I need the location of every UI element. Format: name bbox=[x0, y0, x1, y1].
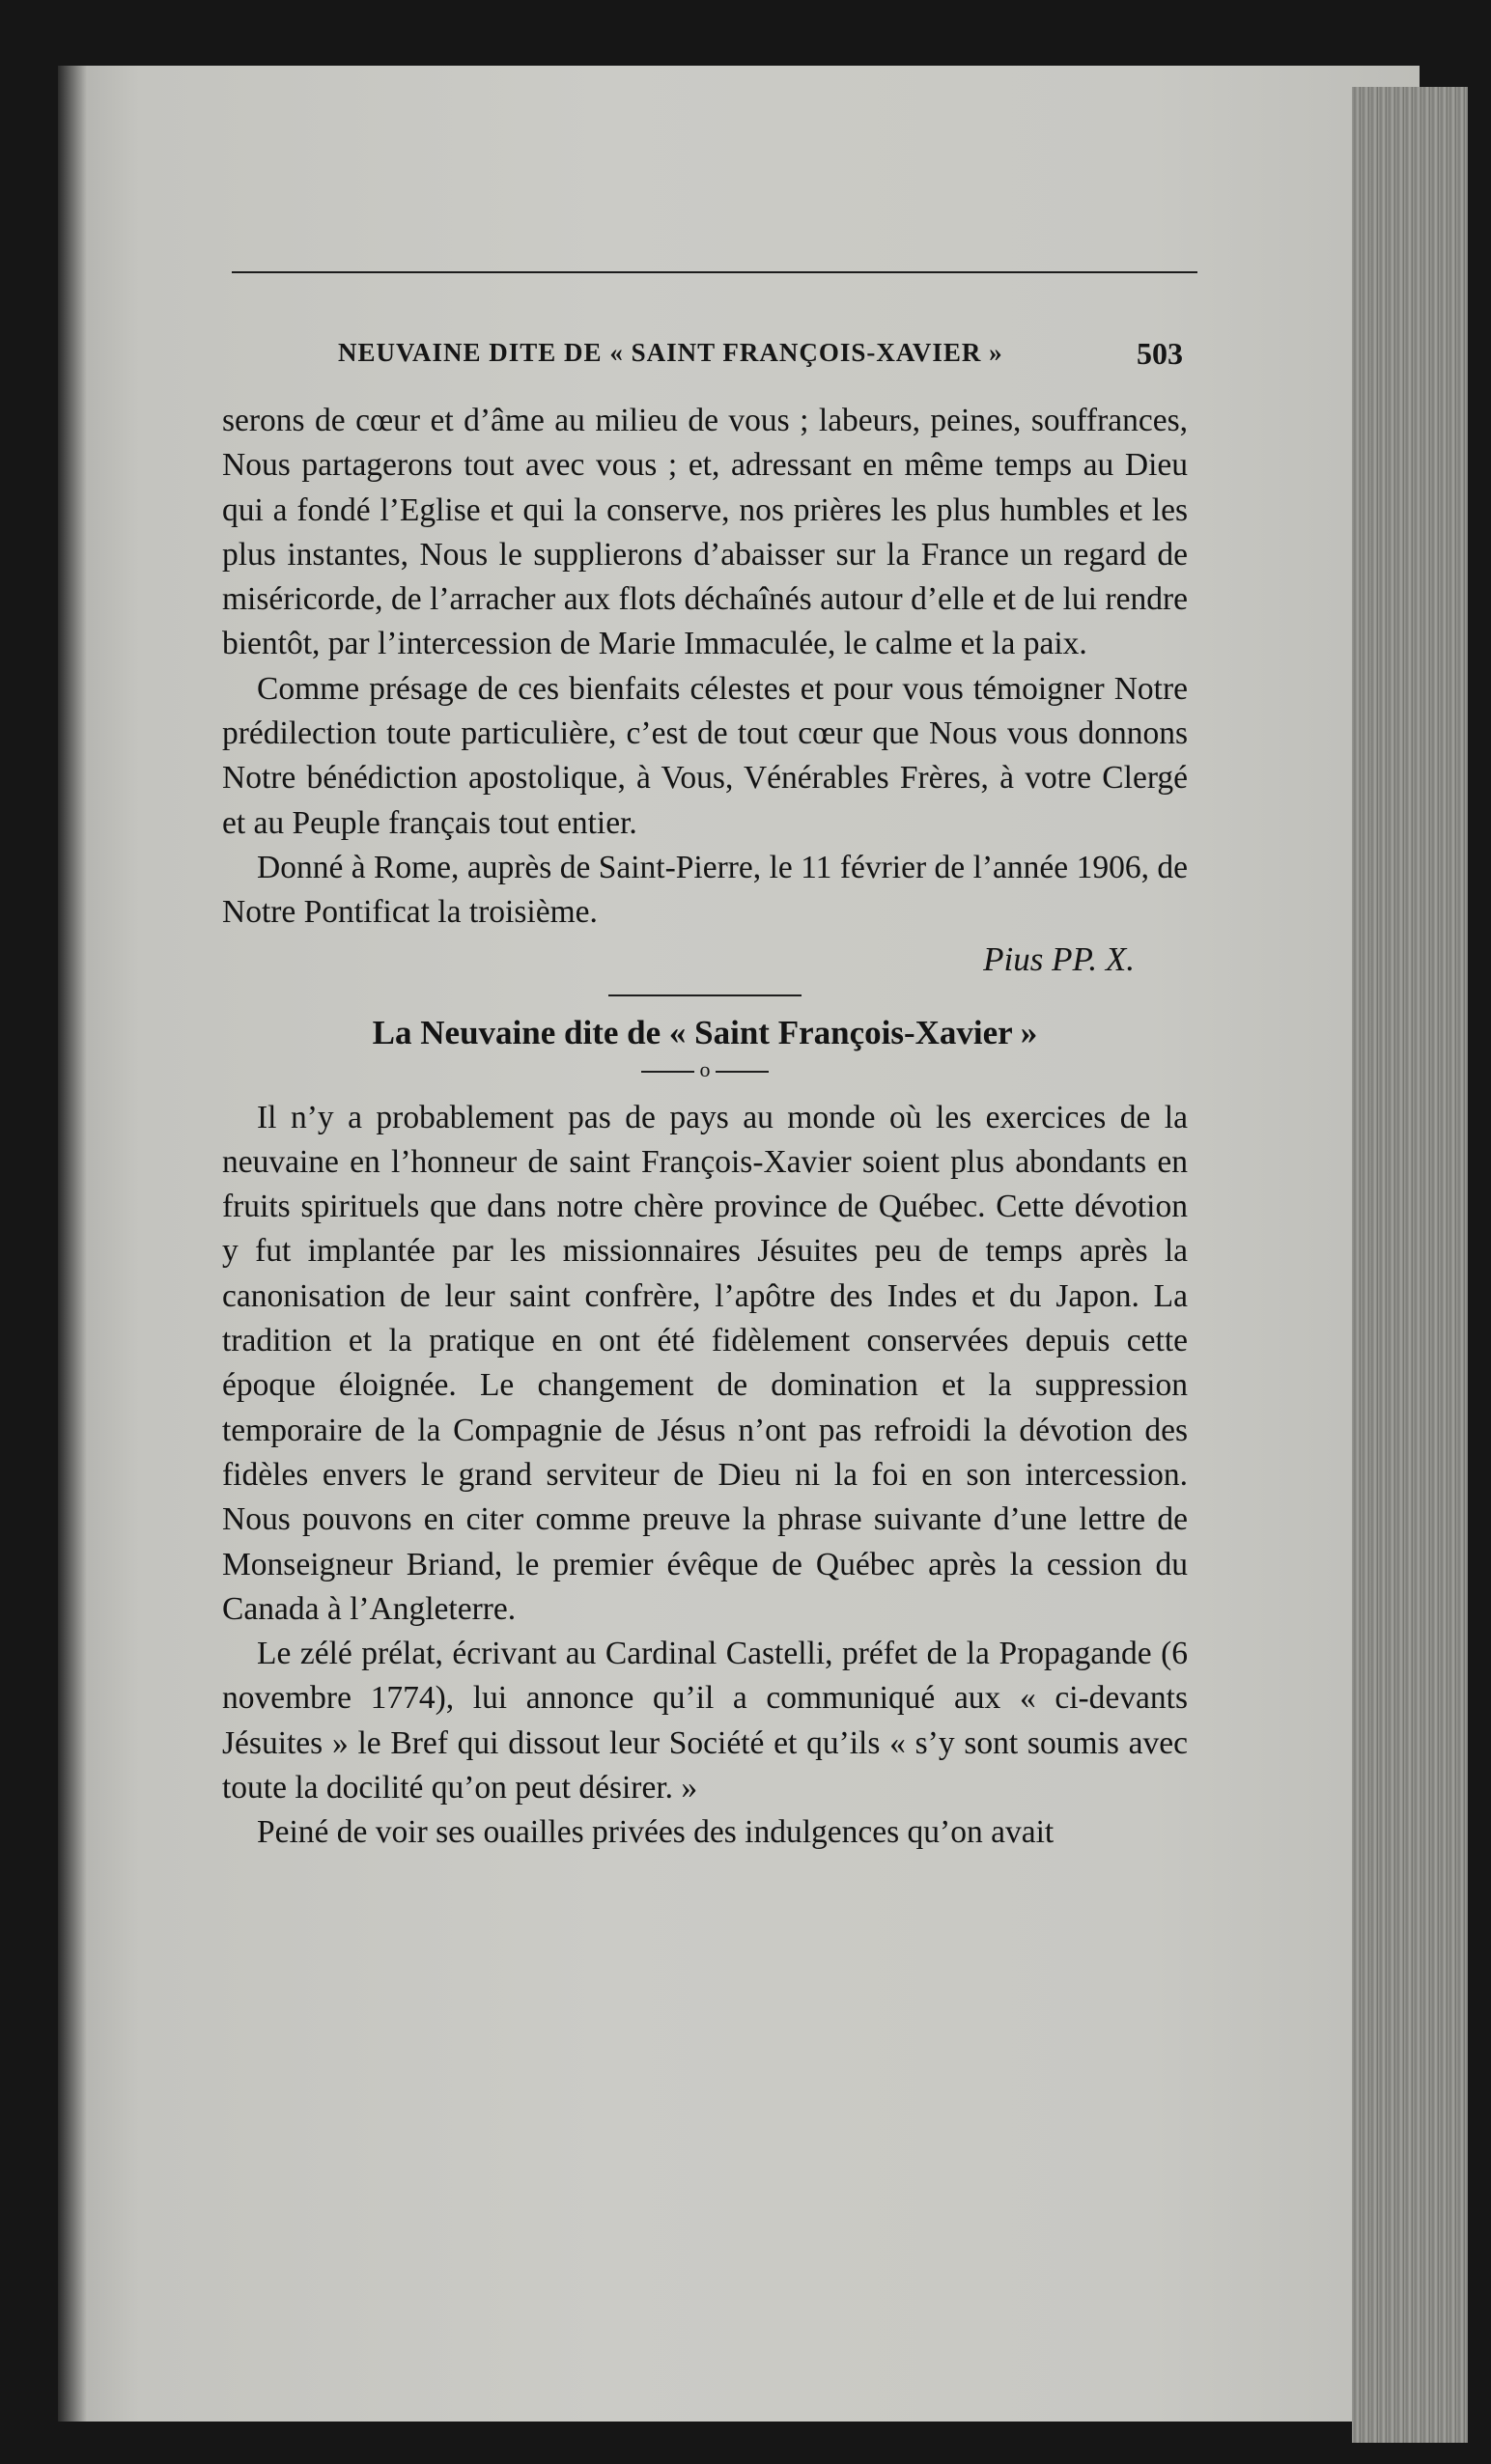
section-paragraph-3: Peiné de voir ses ouailles privées des indulgences qu’on avait bbox=[257, 1814, 1055, 1851]
page-number: 503 bbox=[1137, 336, 1183, 371]
page-body bbox=[222, 399, 1188, 1856]
running-head: NEUVAINE DITE DE « SAINT FRANÇOIS-XAVIER » bbox=[338, 338, 1003, 367]
book-page bbox=[58, 66, 1420, 2422]
signature: Pius PP. X. bbox=[983, 939, 1135, 978]
section-paragraph-1: Il n’y a probablement pas de pays au monde où les exercices de la neuvaine en l’honneur de saint François-Xavier soient plus abondants en fruits spirituels que dans notre chère province de Québec. Cette dévotion y fut implantée par les missionnaires Jésuites peu de temps après la canonisation de leur saint confrère, l’apôtre des Indes et du Japon. La tradition et la pratique en ont été fidèlement conservées depuis cette époque éloignée. Le changement de domination et la suppression temporaire de la Compagnie de Jésus n’ont pas refroidi la dévotion des fidèles envers le grand serviteur de Dieu ni la foi en son intercession. Nous pouvons en citer comme preuve la phrase suivante d’une lettre de Monseigneur Briand, le premier évêque de Québec après la cession du Canada à l’Angleterre. bbox=[222, 1099, 1188, 1627]
letter-paragraph-2: Comme présage de ces bienfaits célestes et pour vous témoigner Notre prédilection toute particulière, c’est de tout cœur que Nous vous donnons Notre bénédiction apostolique, à Vous, Vénérables Frères, à votre Clergé et au Peuple français tout entier. bbox=[222, 670, 1188, 841]
page-edges bbox=[1352, 87, 1468, 2443]
section-separator: o bbox=[222, 1057, 1188, 1082]
spine-shadow bbox=[58, 66, 87, 2422]
letter-paragraph-1: serons de cœur et d’âme au milieu de vous ; labeurs, peines, souffrances, Nous partagerons tout avec vous ; et, adressant en même temps au Dieu qui a fondé l’Eglise et qui la conserve, nos prières les plus humbles et les plus instantes, Nous le supplierons d’abaisser sur la France un regard de miséricorde, de l’arracher aux flots déchaînés autour d’elle et de lui rendre bientôt, par l’intercession de Marie Immaculée, le calme et la paix. bbox=[222, 403, 1188, 662]
letter-paragraph-3: Donné à Rome, auprès de Saint-Pierre, le 11 février de l’année 1906, de Notre Pontificat la troisième. bbox=[222, 849, 1188, 931]
section-paragraph-2: Le zélé prélat, écrivant au Cardinal Castelli, préfet de la Propagande (6 novembre 1774), lui annonce qu’il a communiqué aux « ci-devants Jésuites » le Bref qui dissout leur Société et qu’ils « s’y sont soumis avec toute la docilité qu’on peut désirer. » bbox=[222, 1636, 1188, 1806]
section-title: La Neuvaine dite de « Saint François-Xavier » bbox=[372, 1013, 1038, 1051]
ornament-divider bbox=[222, 986, 1188, 1001]
page-header bbox=[232, 264, 1197, 371]
